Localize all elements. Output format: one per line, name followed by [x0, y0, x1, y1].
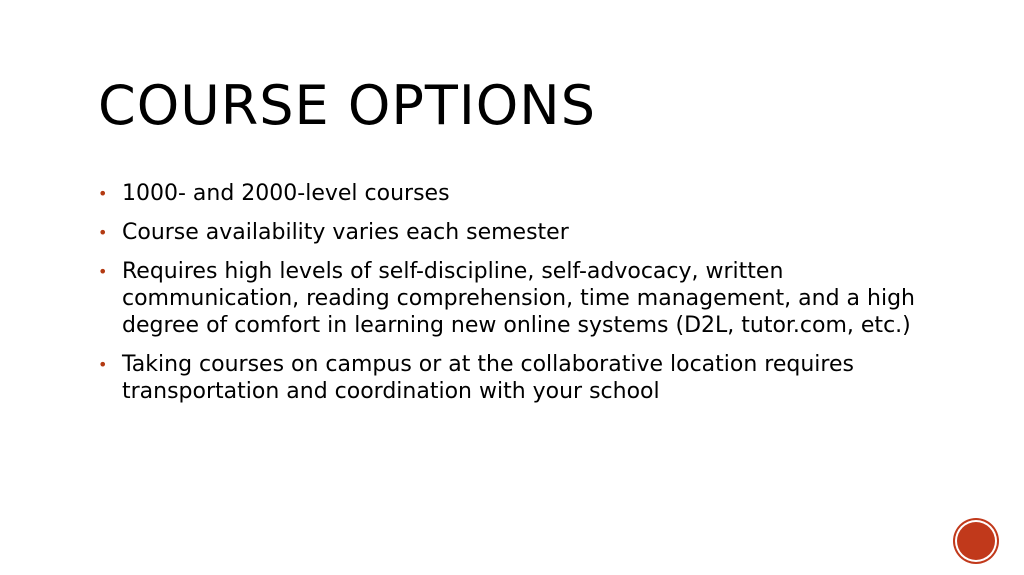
slide-number-badge [957, 522, 995, 560]
bullet-marker: • [98, 223, 108, 242]
bullet-text: Requires high levels of self-discipline, self-advocacy, written communication, reading comprehension, time management, and a high degree of comfort in learning new online systems (D2L, tutor.com, etc.) [122, 259, 915, 338]
bullet-item [98, 258, 928, 339]
slide-title: COURSE OPTIONS [98, 74, 596, 137]
bullet-text: 1000- and 2000-level courses [122, 181, 450, 206]
bullet-marker: • [98, 184, 108, 203]
bullet-item [98, 180, 928, 207]
bullet-text: Taking courses on campus or at the collaborative location requires transportation and coordination with your school [122, 352, 854, 404]
bullet-marker: • [98, 355, 108, 374]
bullet-list [98, 180, 928, 417]
bullet-marker: • [98, 262, 108, 281]
bullet-item [98, 219, 928, 246]
bullet-text: Course availability varies each semester [122, 220, 569, 245]
bullet-item [98, 351, 928, 405]
